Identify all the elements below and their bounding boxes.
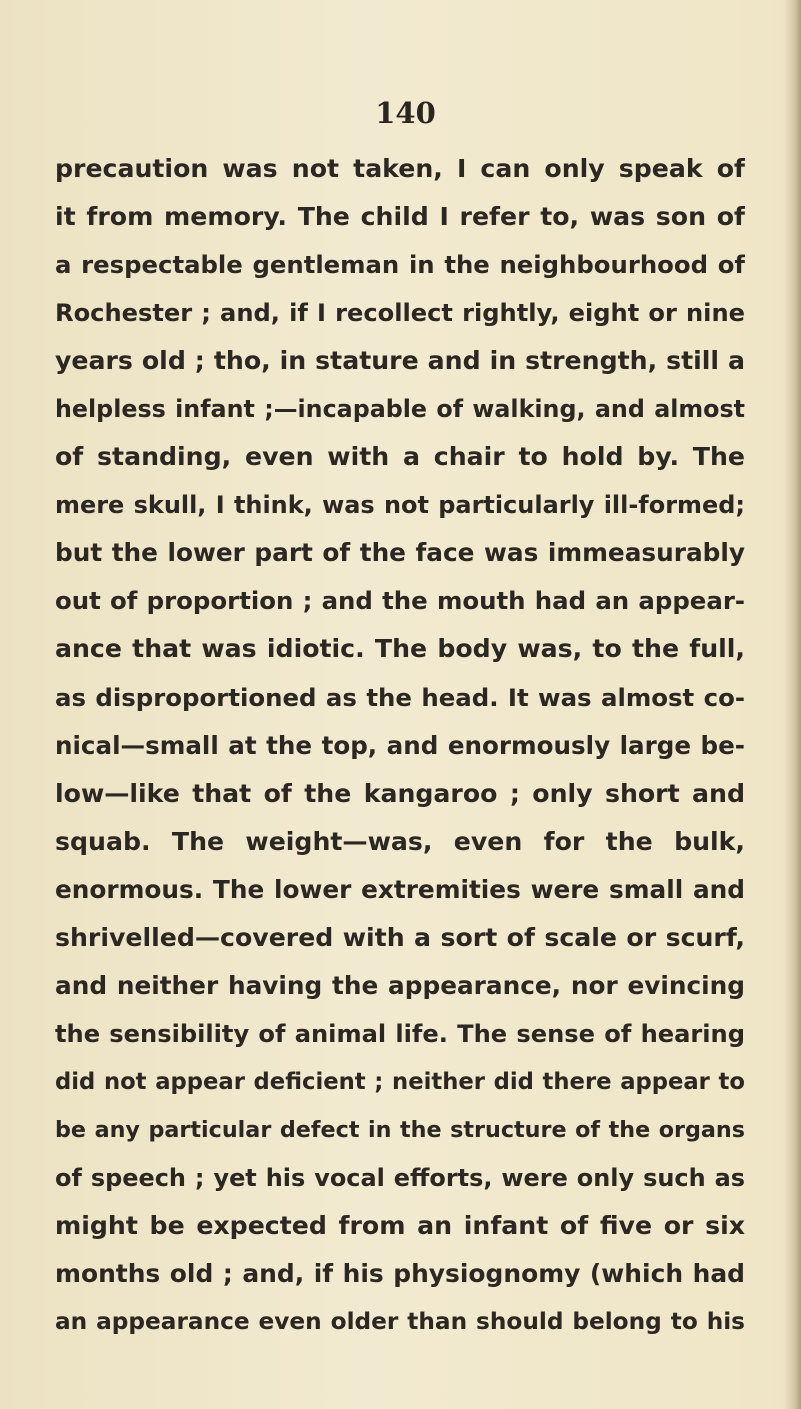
text-line: an appearance even older than should belong to his	[55, 1308, 745, 1336]
text-line: of speech ; yet his vocal efforts, were only such as	[55, 1163, 745, 1192]
text-line: mere skull, I think, was not particularly ill-formed;	[55, 491, 745, 520]
text-line: of standing, even with a chair to hold by. The	[55, 442, 745, 472]
text-line: ance that was idiotic. The body was, to the full,	[55, 634, 745, 664]
text-line: be any particular defect in the structure of the organs	[55, 1116, 745, 1143]
text-line: a respectable gentleman in the neighbourhood of	[55, 250, 745, 280]
text-line: did not appear deficient ; neither did there appear to	[55, 1068, 745, 1095]
text-line: helpless infant ;—incapable of walking, and almost	[55, 395, 745, 424]
text-line: enormous. The lower extremities were small and	[55, 874, 745, 904]
text-line: nical—small at the top, and enormously large be-	[55, 730, 745, 760]
body-text	[55, 145, 745, 1346]
text-line: the sensibility of animal life. The sense of hearing	[55, 1019, 745, 1048]
text-line: low—like that of the kangaroo ; only short and	[55, 778, 745, 808]
text-line: squab. The weight—was, even for the bulk,	[55, 826, 745, 856]
text-line: out of proportion ; and the mouth had an appear-	[55, 586, 745, 616]
text-line: shrivelled—covered with a sort of scale or scurf,	[55, 922, 745, 952]
page-number: 140	[375, 96, 436, 130]
text-line: it from memory. The child I refer to, was son of	[55, 202, 745, 232]
text-line: Rochester ; and, if I recollect rightly, eight or nine	[55, 299, 745, 328]
text-line: but the lower part of the face was immeasurably	[55, 538, 745, 568]
text-line: years old ; tho, in stature and in strength, still a	[55, 346, 745, 376]
text-line: might be expected from an infant of five or six	[55, 1211, 745, 1241]
text-line: precaution was not taken, I can only speak of	[55, 154, 745, 183]
text-line: as disproportioned as the head. It was almost co-	[55, 682, 745, 712]
text-line: and neither having the appearance, nor evincing	[55, 970, 745, 1000]
page-edge-shadow	[783, 0, 801, 1409]
text-line: months old ; and, if his physiognomy (which had	[55, 1259, 745, 1289]
